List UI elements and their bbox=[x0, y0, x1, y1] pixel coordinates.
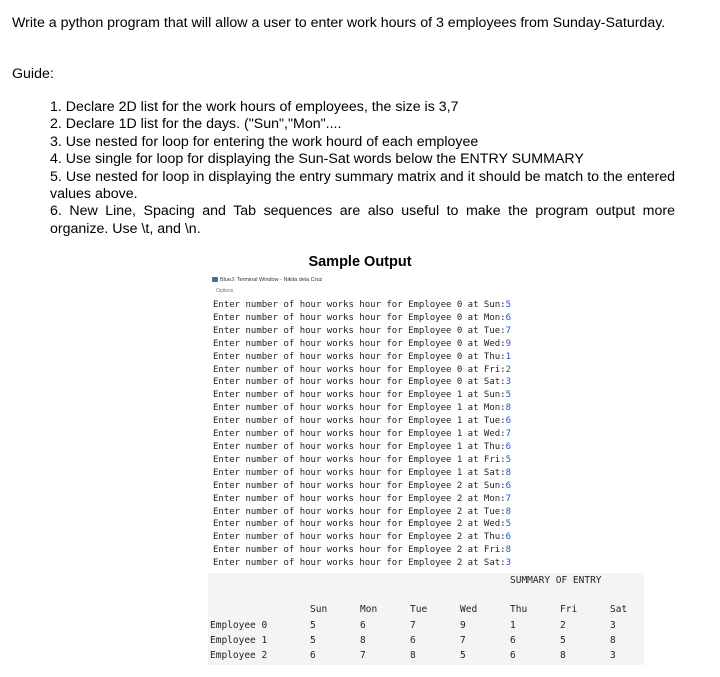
terminal-line: Enter number of hour works hour for Employee 0 at Sat:3 bbox=[213, 377, 512, 388]
summary-employee-label: Employee 2 bbox=[210, 650, 268, 661]
terminal-line: Enter number of hour works hour for Employee 0 at Sun:5 bbox=[213, 300, 512, 310]
entered-value: 2 bbox=[505, 364, 512, 375]
terminal-line: Enter number of hour works hour for Employee 2 at Sun:6 bbox=[213, 480, 512, 491]
entered-value: 6 bbox=[505, 312, 512, 323]
summary-hours-cell: 8 bbox=[410, 650, 416, 661]
terminal-output bbox=[213, 299, 511, 570]
terminal-line: Enter number of hour works hour for Employee 0 at Mon:6 bbox=[213, 312, 512, 323]
summary-day-header: Thu bbox=[510, 604, 528, 615]
summary-hours-cell: 5 bbox=[310, 635, 316, 646]
entered-value: 3 bbox=[505, 558, 512, 569]
summary-hours-cell: 9 bbox=[460, 620, 466, 631]
terminal-line: Enter number of hour works hour for Employee 2 at Tue:8 bbox=[213, 506, 512, 517]
guide-step: 3. Use nested for loop for entering the work hourd of each employee bbox=[50, 133, 479, 150]
summary-hours-cell: 8 bbox=[610, 635, 616, 646]
summary-hours-cell: 8 bbox=[360, 635, 366, 646]
terminal-line: Enter number of hour works hour for Employee 2 at Fri:8 bbox=[213, 545, 512, 556]
terminal-line: Enter number of hour works hour for Employee 0 at Thu:1 bbox=[213, 351, 512, 362]
guide-step: 5. Use nested for loop in displaying the entry summary matrix and it should be match to the entered values above. bbox=[50, 168, 675, 203]
entered-value: 9 bbox=[505, 338, 512, 349]
summary-hours-cell: 5 bbox=[560, 635, 566, 646]
entered-value: 6 bbox=[505, 441, 512, 452]
entered-value: 8 bbox=[505, 467, 512, 478]
terminal-line: Enter number of hour works hour for Employee 1 at Sat:8 bbox=[213, 467, 512, 478]
summary-employee-label: Employee 1 bbox=[210, 635, 268, 646]
summary-hours-cell: 6 bbox=[310, 650, 316, 661]
terminal-line: Enter number of hour works hour for Employee 1 at Thu:6 bbox=[213, 441, 512, 452]
entered-value: 7 bbox=[505, 493, 512, 504]
summary-day-header: Fri bbox=[560, 604, 578, 615]
summary-hours-cell: 7 bbox=[410, 620, 416, 631]
summary-hours-cell: 1 bbox=[510, 620, 516, 631]
terminal-line: Enter number of hour works hour for Employee 0 at Tue:7 bbox=[213, 325, 512, 336]
guide-step: 1. Declare 2D list for the work hours of employees, the size is 3,7 bbox=[50, 99, 459, 115]
terminal-line: Enter number of hour works hour for Employee 2 at Wed:5 bbox=[213, 519, 512, 530]
summary-hours-cell: 3 bbox=[610, 650, 616, 661]
terminal-line: Enter number of hour works hour for Employee 2 at Sat:3 bbox=[213, 558, 512, 569]
sample-output-title: Sample Output bbox=[308, 254, 412, 270]
entered-value: 6 bbox=[505, 532, 512, 543]
summary-employee-label: Employee 0 bbox=[210, 620, 268, 631]
summary-hours-cell: 8 bbox=[560, 650, 566, 661]
summary-hours-cell: 6 bbox=[360, 620, 366, 631]
terminal-line: Enter number of hour works hour for Employee 1 at Sun:5 bbox=[213, 390, 512, 401]
terminal-line: Enter number of hour works hour for Employee 0 at Wed:9 bbox=[213, 338, 512, 349]
summary-hours-cell: 7 bbox=[360, 650, 366, 661]
summary-hours-cell: 7 bbox=[460, 635, 466, 646]
entered-value: 8 bbox=[505, 506, 512, 517]
terminal-line: Enter number of hour works hour for Employee 1 at Tue:6 bbox=[213, 416, 512, 427]
options-menu[interactable]: Options bbox=[216, 288, 234, 294]
entered-value: 7 bbox=[505, 429, 512, 440]
terminal-title-bar bbox=[212, 277, 322, 283]
summary-day-header: Mon bbox=[360, 604, 378, 615]
terminal-window bbox=[208, 273, 644, 665]
entered-value: 5 bbox=[505, 390, 512, 401]
summary-hours-cell: 5 bbox=[310, 620, 316, 631]
summary-title: SUMMARY OF ENTRY bbox=[510, 575, 602, 586]
entered-value: 5 bbox=[505, 454, 512, 465]
entered-value: 6 bbox=[505, 480, 512, 491]
guide-steps bbox=[50, 99, 675, 238]
summary-day-header: Tue bbox=[410, 604, 428, 615]
guide-step: 4. Use single for loop for displaying the Sun-Sat words below the ENTRY SUMMARY bbox=[50, 151, 584, 168]
entered-value: 5 bbox=[505, 519, 512, 530]
bluej-icon bbox=[212, 277, 218, 282]
guide-label: Guide: bbox=[12, 66, 54, 82]
entered-value: 8 bbox=[505, 403, 512, 414]
summary-hours-cell: 6 bbox=[510, 635, 516, 646]
summary-hours-cell: 3 bbox=[610, 620, 616, 631]
summary-hours-cell: 2 bbox=[560, 620, 566, 631]
entered-value: 7 bbox=[505, 325, 512, 336]
terminal-line: Enter number of hour works hour for Employee 1 at Wed:7 bbox=[213, 429, 512, 440]
assignment-prompt: Write a python program that will allow a user to enter work hours of 3 employees from Sunday-Saturday. bbox=[12, 15, 666, 31]
summary-day-header: Sat bbox=[610, 604, 628, 615]
entered-value: 8 bbox=[505, 545, 512, 556]
summary-section bbox=[208, 573, 644, 665]
terminal-title: BlueJ: Terminal Window - Nikita dela Cruz bbox=[220, 277, 323, 283]
summary-hours-cell: 6 bbox=[410, 635, 416, 646]
summary-hours-cell: 5 bbox=[460, 650, 466, 661]
entered-value: 5 bbox=[505, 300, 512, 310]
guide-step: 6. New Line, Spacing and Tab sequences are also useful to make the program output more organize. Use \t, and \n. bbox=[50, 203, 675, 237]
terminal-line: Enter number of hour works hour for Employee 2 at Mon:7 bbox=[213, 493, 512, 504]
guide-step: 2. Declare 1D list for the days. ("Sun","Mon".... bbox=[50, 116, 342, 133]
terminal-line: Enter number of hour works hour for Employee 1 at Fri:5 bbox=[213, 454, 512, 465]
terminal-line: Enter number of hour works hour for Employee 1 at Mon:8 bbox=[213, 403, 512, 414]
entered-value: 6 bbox=[505, 416, 512, 427]
entered-value: 3 bbox=[505, 377, 512, 388]
summary-hours-cell: 6 bbox=[510, 650, 516, 661]
summary-day-header: Sun bbox=[310, 604, 328, 615]
entered-value: 1 bbox=[505, 351, 512, 362]
terminal-line: Enter number of hour works hour for Employee 0 at Fri:2 bbox=[213, 364, 512, 375]
summary-day-header: Wed bbox=[460, 604, 478, 615]
terminal-line: Enter number of hour works hour for Employee 2 at Thu:6 bbox=[213, 532, 512, 543]
